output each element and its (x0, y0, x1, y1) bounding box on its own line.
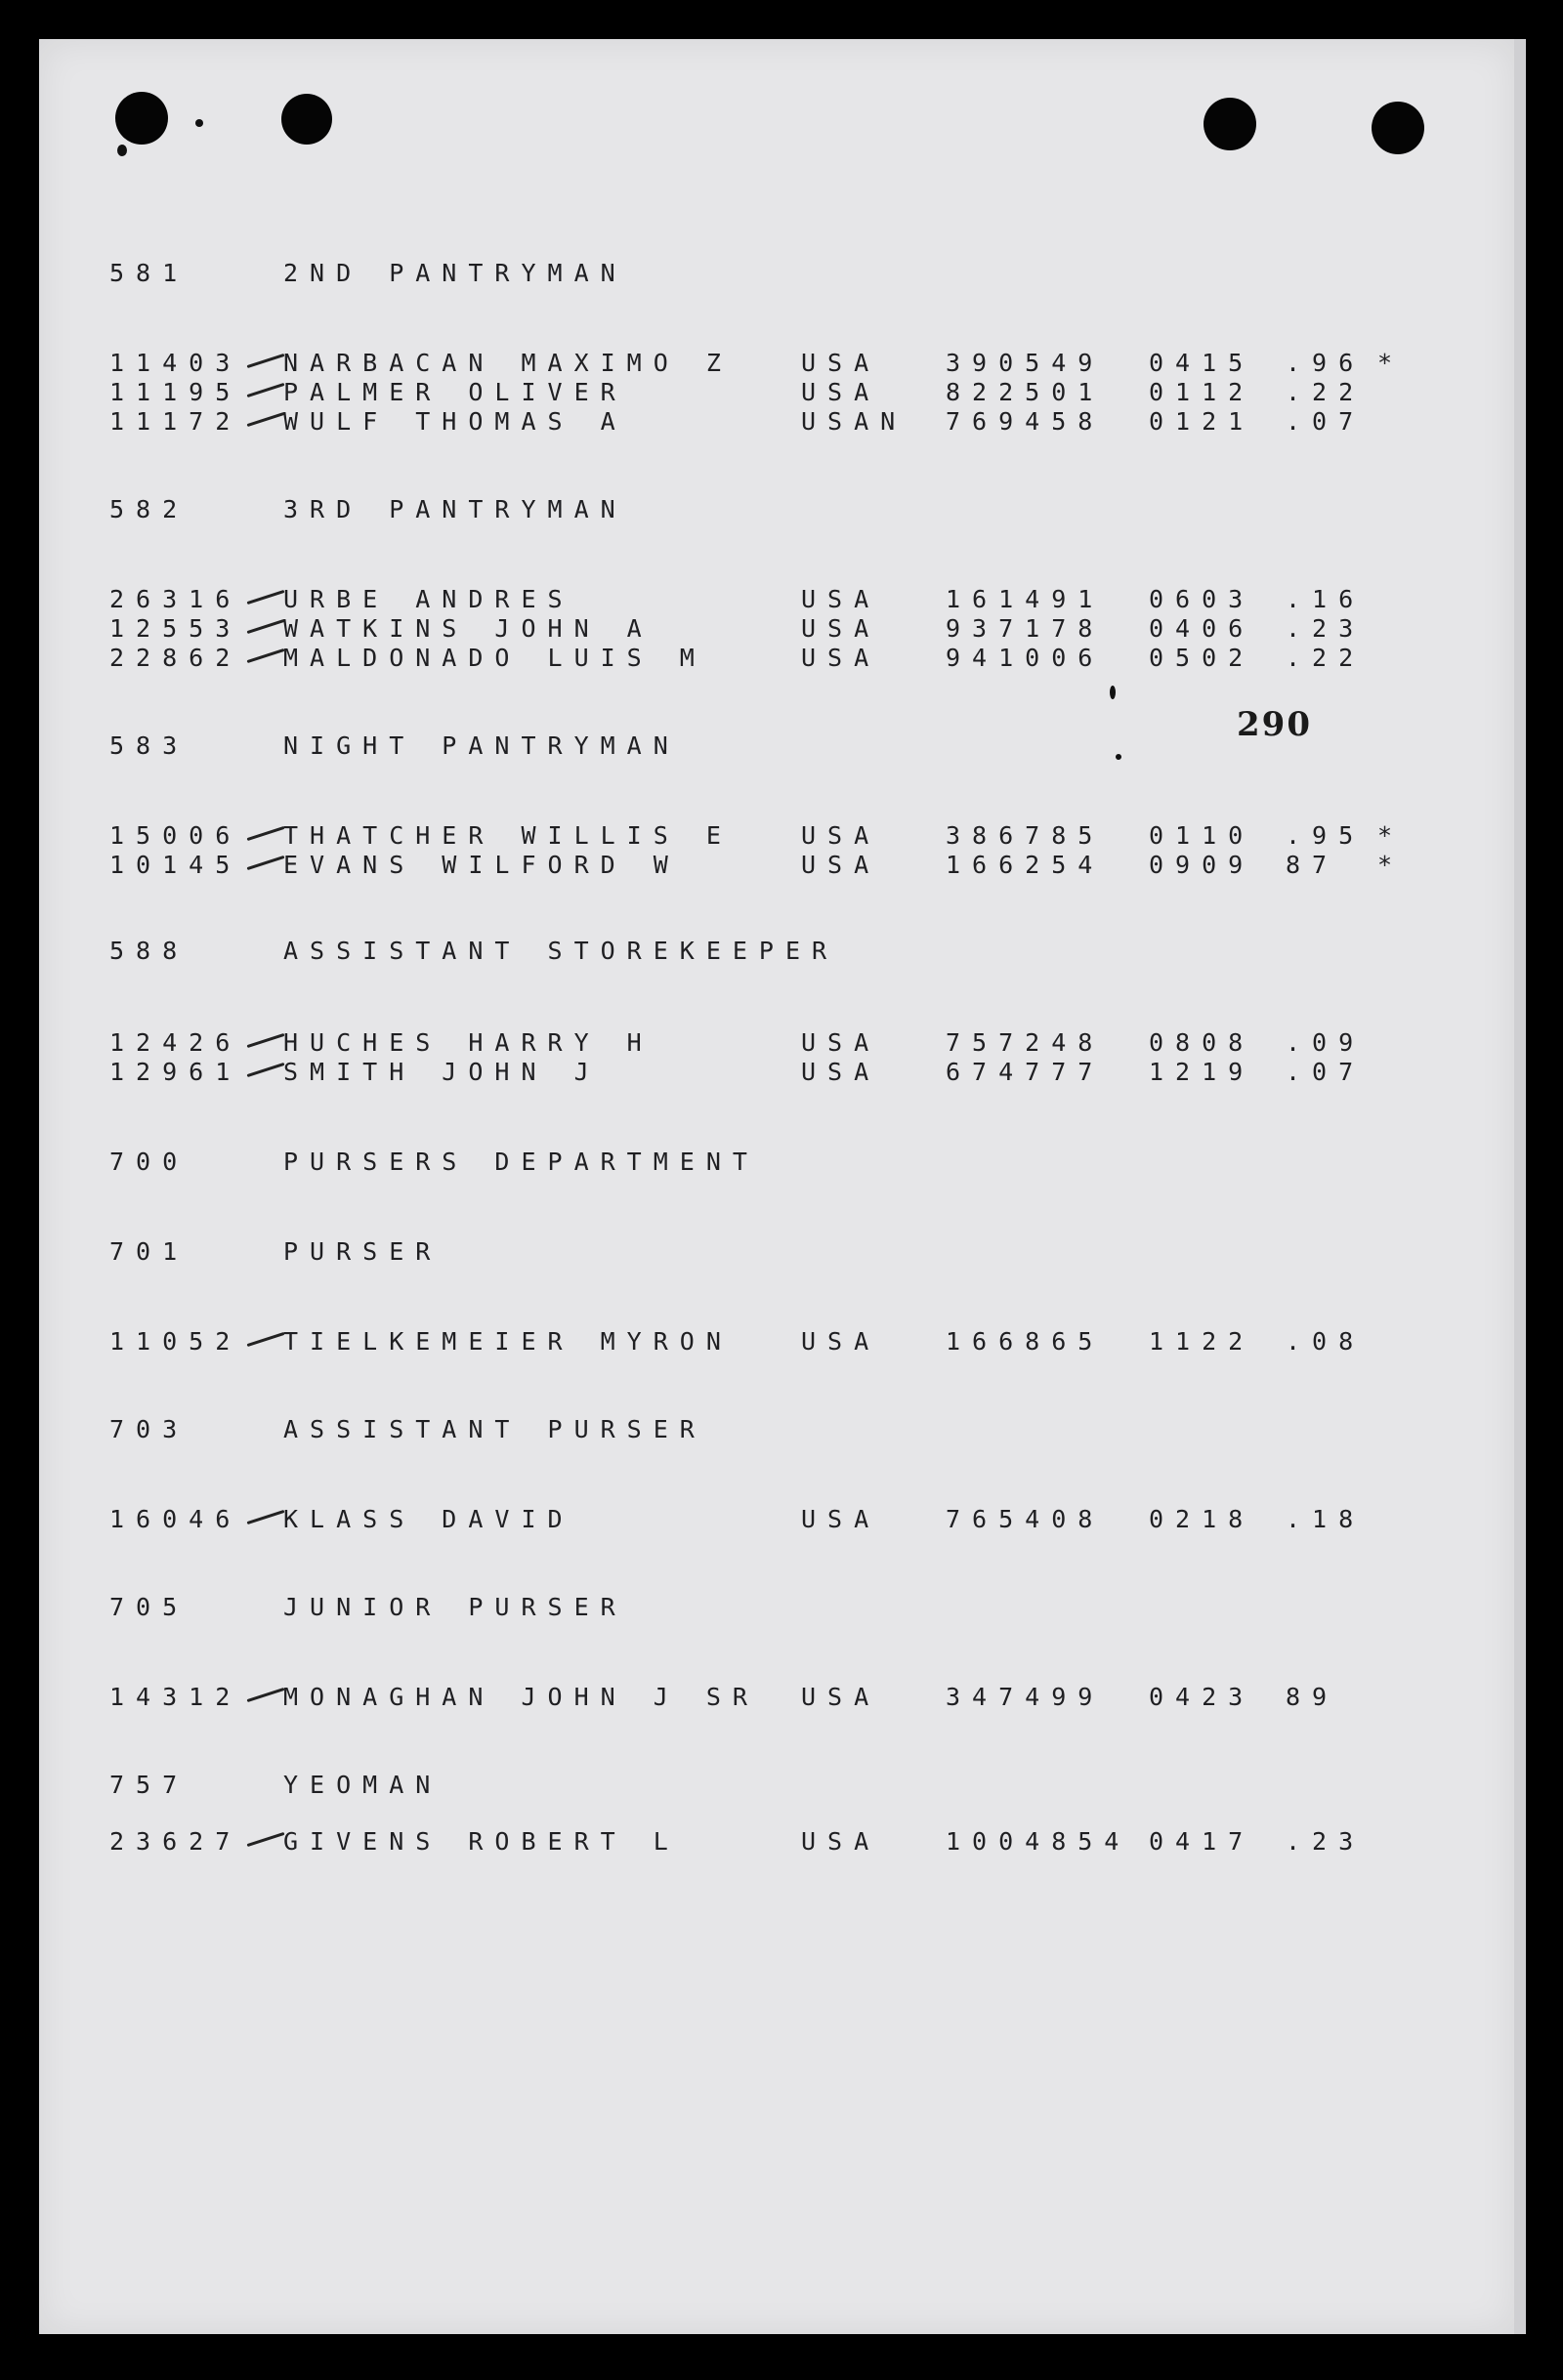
nationality: USA (801, 1028, 881, 1057)
section-title: NIGHT PANTRYMAN (283, 731, 680, 760)
rate-value: .95 (1286, 821, 1366, 850)
nationality: USA (801, 1327, 881, 1356)
date-code: 0415 (1149, 349, 1255, 377)
crew-name: URBE ANDRES (283, 585, 574, 613)
crew-id: 11052 (109, 1327, 242, 1356)
section-title: YEOMAN (283, 1771, 443, 1799)
ink-speck (117, 145, 127, 156)
rate-value: 89 (1286, 1683, 1339, 1711)
section-code: 701 (109, 1237, 190, 1266)
date-code: 0909 (1149, 851, 1255, 879)
date-code: 0603 (1149, 585, 1255, 613)
punch-hole-left-1 (115, 92, 168, 145)
rate-value: .96 (1286, 349, 1366, 377)
asterisk-mark: * (1377, 851, 1405, 879)
crew-id: 10145 (109, 851, 242, 879)
punch-hole-right-1 (1204, 98, 1256, 150)
crew-name: WULF THOMAS A (283, 407, 627, 436)
rate-value: .07 (1286, 407, 1366, 436)
crew-id: 12553 (109, 614, 242, 643)
crew-name: GIVENS ROBERT L (283, 1827, 680, 1856)
document-number: 166865 (946, 1327, 1105, 1356)
crew-name: WATKINS JOHN A (283, 614, 654, 643)
crew-name: MONAGHAN JOHN J SR (283, 1683, 759, 1711)
document-number: 765408 (946, 1505, 1105, 1533)
rate-value: .16 (1286, 585, 1366, 613)
date-code: 0110 (1149, 821, 1255, 850)
nationality: USA (801, 644, 881, 672)
date-code: 0112 (1149, 378, 1255, 406)
nationality: USA (801, 1505, 881, 1533)
section-code: 703 (109, 1415, 190, 1443)
document-number: 1004854 (946, 1827, 1131, 1856)
crew-id: 14312 (109, 1683, 242, 1711)
document-number: 166254 (946, 851, 1105, 879)
crew-id: 16046 (109, 1505, 242, 1533)
document-number: 347499 (946, 1683, 1105, 1711)
crew-name: SMITH JOHN J (283, 1058, 601, 1086)
crew-id: 23627 (109, 1827, 242, 1856)
date-code: 0808 (1149, 1028, 1255, 1057)
page-edge (1514, 39, 1526, 2334)
nationality: USA (801, 851, 881, 879)
nationality: USA (801, 1683, 881, 1711)
crew-id: 12426 (109, 1028, 242, 1057)
section-code: 583 (109, 731, 190, 760)
crew-id: 11195 (109, 378, 242, 406)
rate-value: .22 (1286, 644, 1366, 672)
document-number: 941006 (946, 644, 1105, 672)
date-code: 0423 (1149, 1683, 1255, 1711)
rate-value: .07 (1286, 1058, 1366, 1086)
section-code: 581 (109, 259, 190, 287)
document-number: 674777 (946, 1058, 1105, 1086)
rate-value: .09 (1286, 1028, 1366, 1057)
nationality: USA (801, 378, 881, 406)
section-code: 582 (109, 495, 190, 523)
crew-id: 26316 (109, 585, 242, 613)
date-code: 0417 (1149, 1827, 1255, 1856)
rate-value: .23 (1286, 1827, 1366, 1856)
crew-name: HUCHES HARRY H (283, 1028, 654, 1057)
punch-hole-right-2 (1372, 102, 1424, 154)
rate-value: .18 (1286, 1505, 1366, 1533)
crew-name: EVANS WILFORD W (283, 851, 680, 879)
rate-value: .23 (1286, 614, 1366, 643)
nationality: USA (801, 1827, 881, 1856)
crew-id: 15006 (109, 821, 242, 850)
rate-value: 87 (1286, 851, 1339, 879)
section-title: PURSER (283, 1237, 443, 1266)
section-code: 588 (109, 937, 190, 965)
ink-speck (1110, 686, 1116, 699)
crew-name: NARBACAN MAXIMO Z (283, 349, 733, 377)
nationality: USA (801, 349, 881, 377)
page-number: 290 (1237, 705, 1312, 744)
document-number: 386785 (946, 821, 1105, 850)
crew-id: 12961 (109, 1058, 242, 1086)
section-title: JUNIOR PURSER (283, 1593, 627, 1621)
nationality: USA (801, 585, 881, 613)
asterisk-mark: * (1377, 821, 1405, 850)
date-code: 0406 (1149, 614, 1255, 643)
nationality: USA (801, 1058, 881, 1086)
crew-name: PALMER OLIVER (283, 378, 627, 406)
rate-value: .08 (1286, 1327, 1366, 1356)
crew-name: TIELKEMEIER MYRON (283, 1327, 733, 1356)
nationality: USA (801, 614, 881, 643)
document-number: 937178 (946, 614, 1105, 643)
punch-hole-left-2 (281, 94, 332, 145)
date-code: 0121 (1149, 407, 1255, 436)
rate-value: .22 (1286, 378, 1366, 406)
document-number: 390549 (946, 349, 1105, 377)
section-code: 757 (109, 1771, 190, 1799)
crew-name: THATCHER WILLIS E (283, 821, 733, 850)
ink-speck (1116, 754, 1121, 760)
asterisk-mark: * (1377, 349, 1405, 377)
document-number: 822501 (946, 378, 1105, 406)
crew-id: 11403 (109, 349, 242, 377)
crew-name: MALDONADO LUIS M (283, 644, 706, 672)
nationality: USAN (801, 407, 908, 436)
section-code: 700 (109, 1148, 190, 1176)
section-title: ASSISTANT PURSER (283, 1415, 706, 1443)
document-number: 161491 (946, 585, 1105, 613)
crew-id: 11172 (109, 407, 242, 436)
section-title: ASSISTANT STOREKEEPER (283, 937, 839, 965)
ink-speck (195, 119, 203, 127)
date-code: 0502 (1149, 644, 1255, 672)
nationality: USA (801, 821, 881, 850)
document-number: 757248 (946, 1028, 1105, 1057)
section-title: PURSERS DEPARTMENT (283, 1148, 759, 1176)
date-code: 1122 (1149, 1327, 1255, 1356)
date-code: 0218 (1149, 1505, 1255, 1533)
date-code: 1219 (1149, 1058, 1255, 1086)
section-code: 705 (109, 1593, 190, 1621)
document-number: 769458 (946, 407, 1105, 436)
section-title: 3RD PANTRYMAN (283, 495, 627, 523)
section-title: 2ND PANTRYMAN (283, 259, 627, 287)
crew-id: 22862 (109, 644, 242, 672)
crew-name: KLASS DAVID (283, 1505, 574, 1533)
